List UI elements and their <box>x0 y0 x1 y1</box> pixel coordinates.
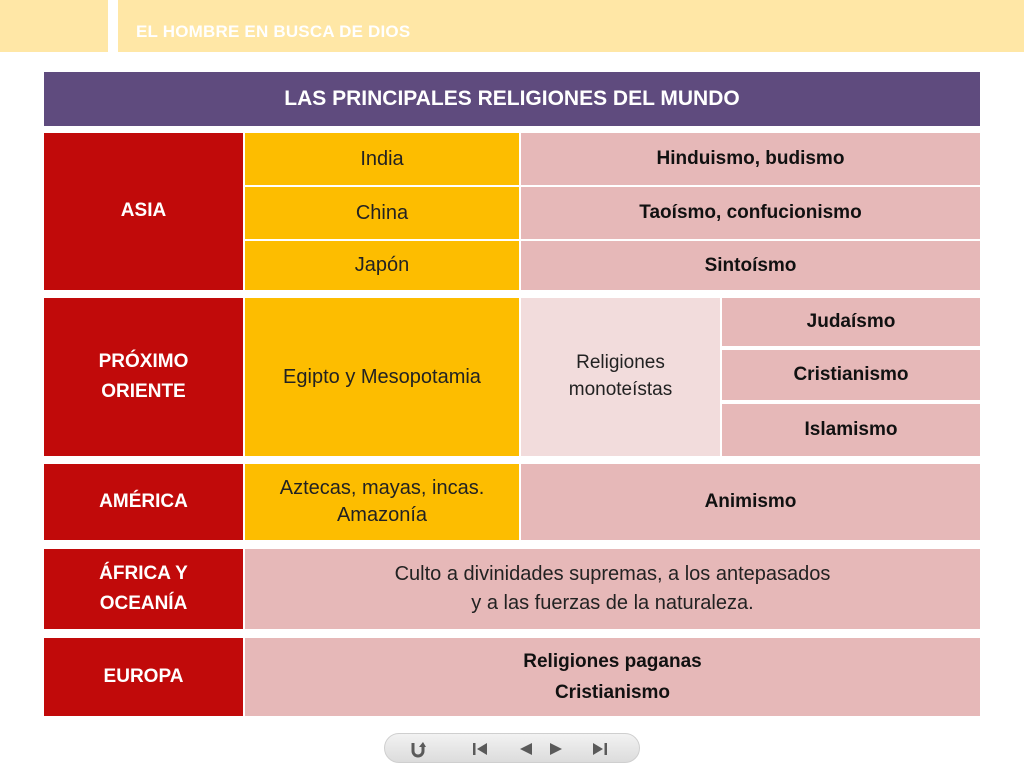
first-slide-icon[interactable] <box>469 738 491 760</box>
religion-group-monoteistas <box>521 298 720 456</box>
religion-africa-oceania-line1: Culto a divinidades supremas, a los antepasados <box>394 563 831 585</box>
header-left-block <box>0 0 108 52</box>
table-title: LAS PRINCIPALES RELIGIONES DEL MUNDO <box>44 72 980 126</box>
region-africa-oceania-line2: OCEANÍA <box>99 593 188 614</box>
religion-group-line1: Religiones <box>576 352 665 374</box>
religion-judaismo: Judaísmo <box>722 298 980 346</box>
region-asia: ASIA <box>44 133 243 290</box>
last-slide-icon[interactable] <box>589 738 611 760</box>
religion-europa-line2: Cristianismo <box>554 682 671 703</box>
region-proximo-oriente-line2: ORIENTE <box>101 381 186 402</box>
country-india: India <box>245 133 519 185</box>
previous-icon[interactable] <box>515 738 537 760</box>
religion-cristianismo: Cristianismo <box>722 350 980 400</box>
region-africa-oceania-line1: ÁFRICA Y <box>99 562 188 584</box>
religion-islamismo: Islamismo <box>722 404 980 456</box>
next-icon[interactable] <box>545 738 567 760</box>
area-america-line1: Aztecas, mayas, incas. <box>279 477 485 499</box>
religion-china: Taoísmo, confucionismo <box>521 187 980 239</box>
religion-europa-line1: Religiones paganas <box>523 650 702 672</box>
area-america-line2: Amazonía <box>336 504 428 526</box>
area-america <box>245 464 519 540</box>
country-japan: Japón <box>245 241 519 290</box>
religion-india: Hinduismo, budismo <box>521 133 980 185</box>
region-proximo-oriente <box>44 298 243 456</box>
religion-africa-oceania <box>245 549 980 629</box>
religion-africa-oceania-line2: y a las fuerzas de la naturaleza. <box>471 592 754 614</box>
religion-japan: Sintoísmo <box>521 241 980 290</box>
region-america: AMÉRICA <box>44 464 243 540</box>
country-china: China <box>245 187 519 239</box>
header-bar <box>118 0 1024 52</box>
return-icon[interactable] <box>407 738 429 760</box>
header-title: EL HOMBRE EN BUSCA DE DIOS <box>136 22 411 41</box>
area-egipto-mesopotamia: Egipto y Mesopotamia <box>245 298 519 456</box>
religion-group-line2: monoteístas <box>568 379 673 400</box>
region-africa-oceania <box>44 549 243 629</box>
religion-europa <box>245 638 980 716</box>
religion-america: Animismo <box>521 464 980 540</box>
region-europa: EUROPA <box>44 638 243 716</box>
region-proximo-oriente-line1: PRÓXIMO <box>98 350 189 372</box>
slide-navigation-bar <box>384 733 640 763</box>
